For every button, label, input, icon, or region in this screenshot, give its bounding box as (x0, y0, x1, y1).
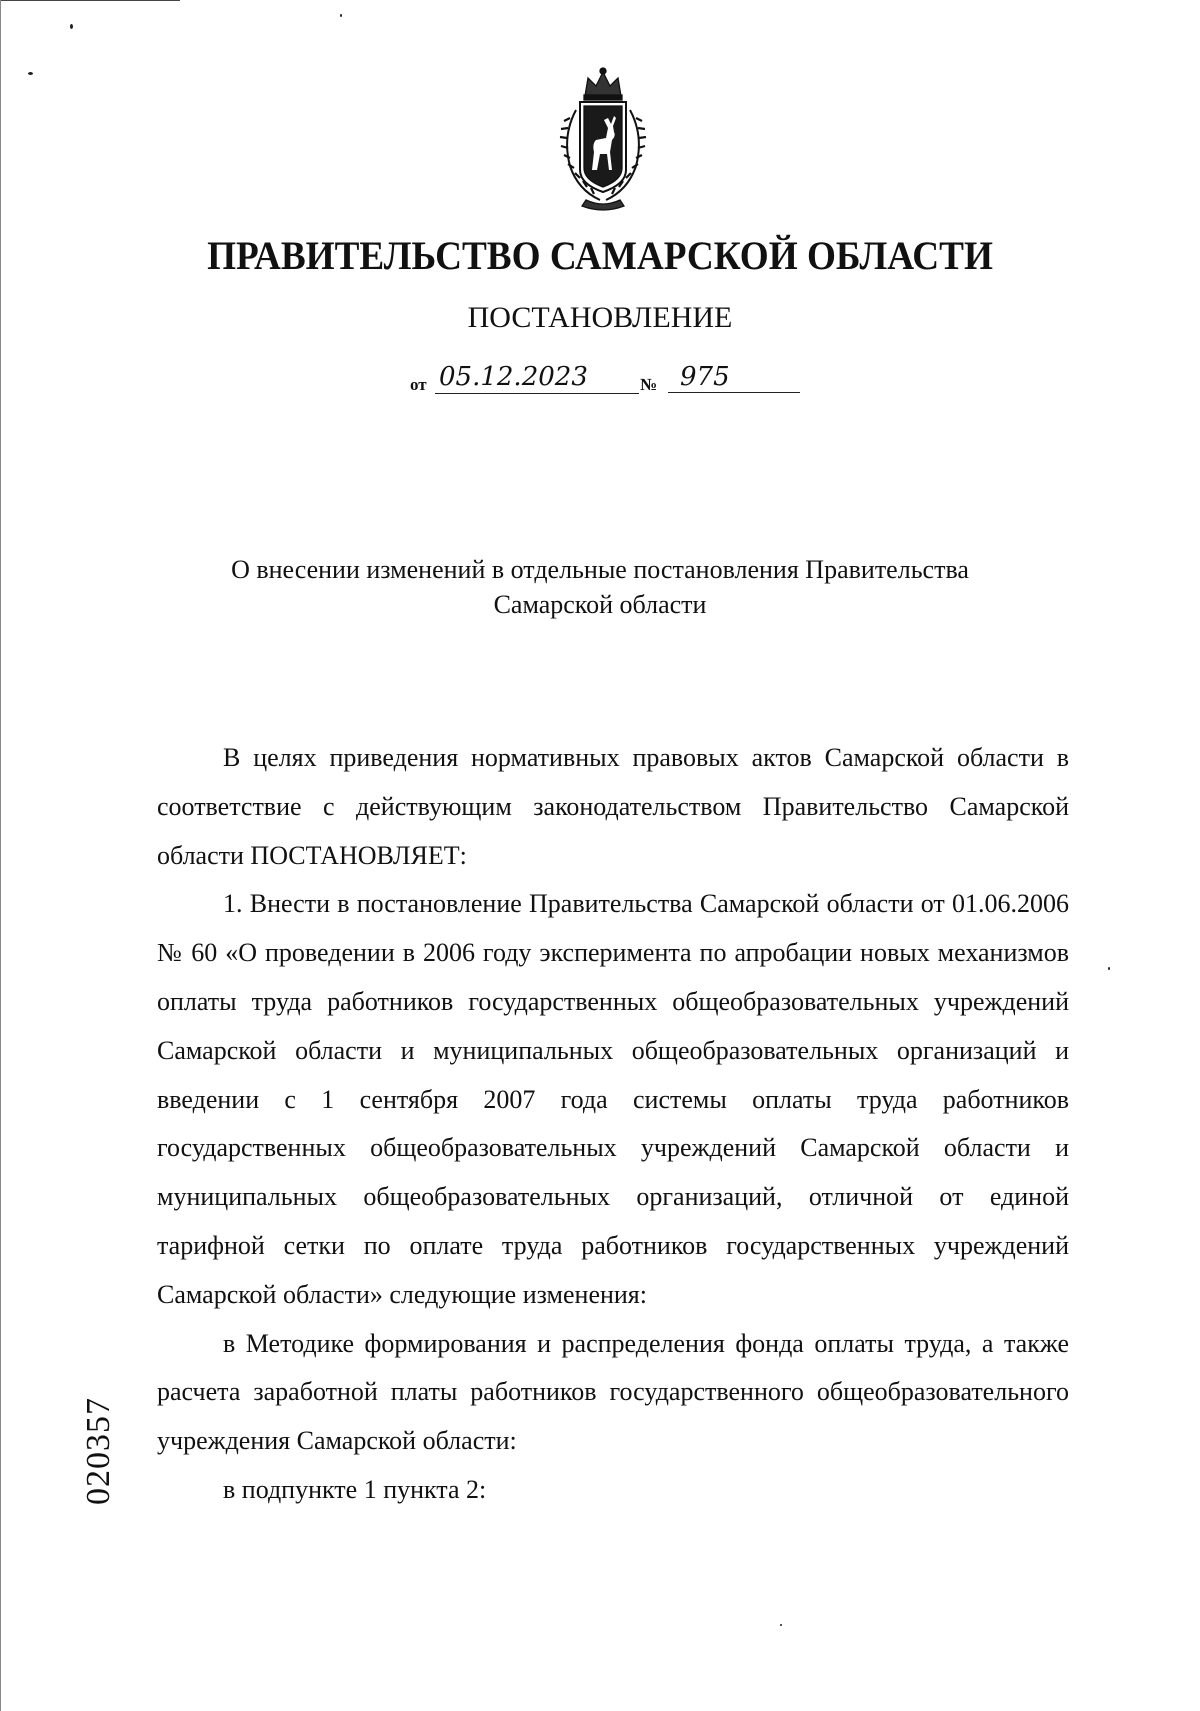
scan-edge-top (0, 0, 180, 1)
document-subject (0, 552, 1200, 622)
document-date: 05.12.2023 (435, 361, 639, 394)
scan-speck (780, 1624, 782, 1626)
scan-speck (28, 72, 33, 75)
coat-of-arms-icon (540, 66, 666, 212)
subject-line: Самарской области (493, 590, 707, 619)
date-prefix: от (410, 375, 427, 394)
document-number: 975 (668, 361, 800, 393)
scan-speck (70, 24, 73, 29)
organization-title: ПРАВИТЕЛЬСТВО САМАРСКОЙ ОБЛАСТИ (207, 233, 993, 278)
body-paragraph: в подпункте 1 пункта 2: (223, 1474, 487, 1504)
body-paragraph: в Методике формирования и распределения фонда оплаты труда, а также расчета заработной платы работников государственного общеобразовательного учреждения Самарской области: (157, 1328, 1069, 1456)
scan-speck (340, 14, 342, 17)
side-serial-number: 020357 (80, 1397, 117, 1505)
subject-line: О внесении изменений в отдельные постановления Правительства (231, 555, 969, 584)
number-label: № (640, 375, 658, 394)
document-type: ПОСТАНОВЛЕНИЕ (467, 301, 733, 334)
body-paragraph: В целях приведения нормативных правовых актов Самарской области в соответствие с действующим законодательством Правительство Самарской области ПОСТАНОВЛЯЕТ: (157, 743, 1069, 870)
scan-speck (1108, 967, 1110, 970)
document-body (157, 734, 1069, 1515)
body-paragraph: 1. Внести в постановление Правительства Самарской области от 01.06.2006 № 60 «О проведении в 2006 году эксперимента по апробации новых механизмов оплаты труда работников государственных общеобразовательных учреждений Самарской области и муниципальных общеобразовательных организаций и введении с 1 сентября 2007 года системы оплаты труда работников государственных общеобразовательных учреждений Самарской области и муниципальных общеобразовательных организаций, отличной от единой тарифной сетки по оплате труда работников государственных учреждений Самарской области» следующие изменения: (157, 889, 1069, 1309)
scan-edge-left (0, 0, 1, 1711)
date-number-line (400, 357, 800, 399)
